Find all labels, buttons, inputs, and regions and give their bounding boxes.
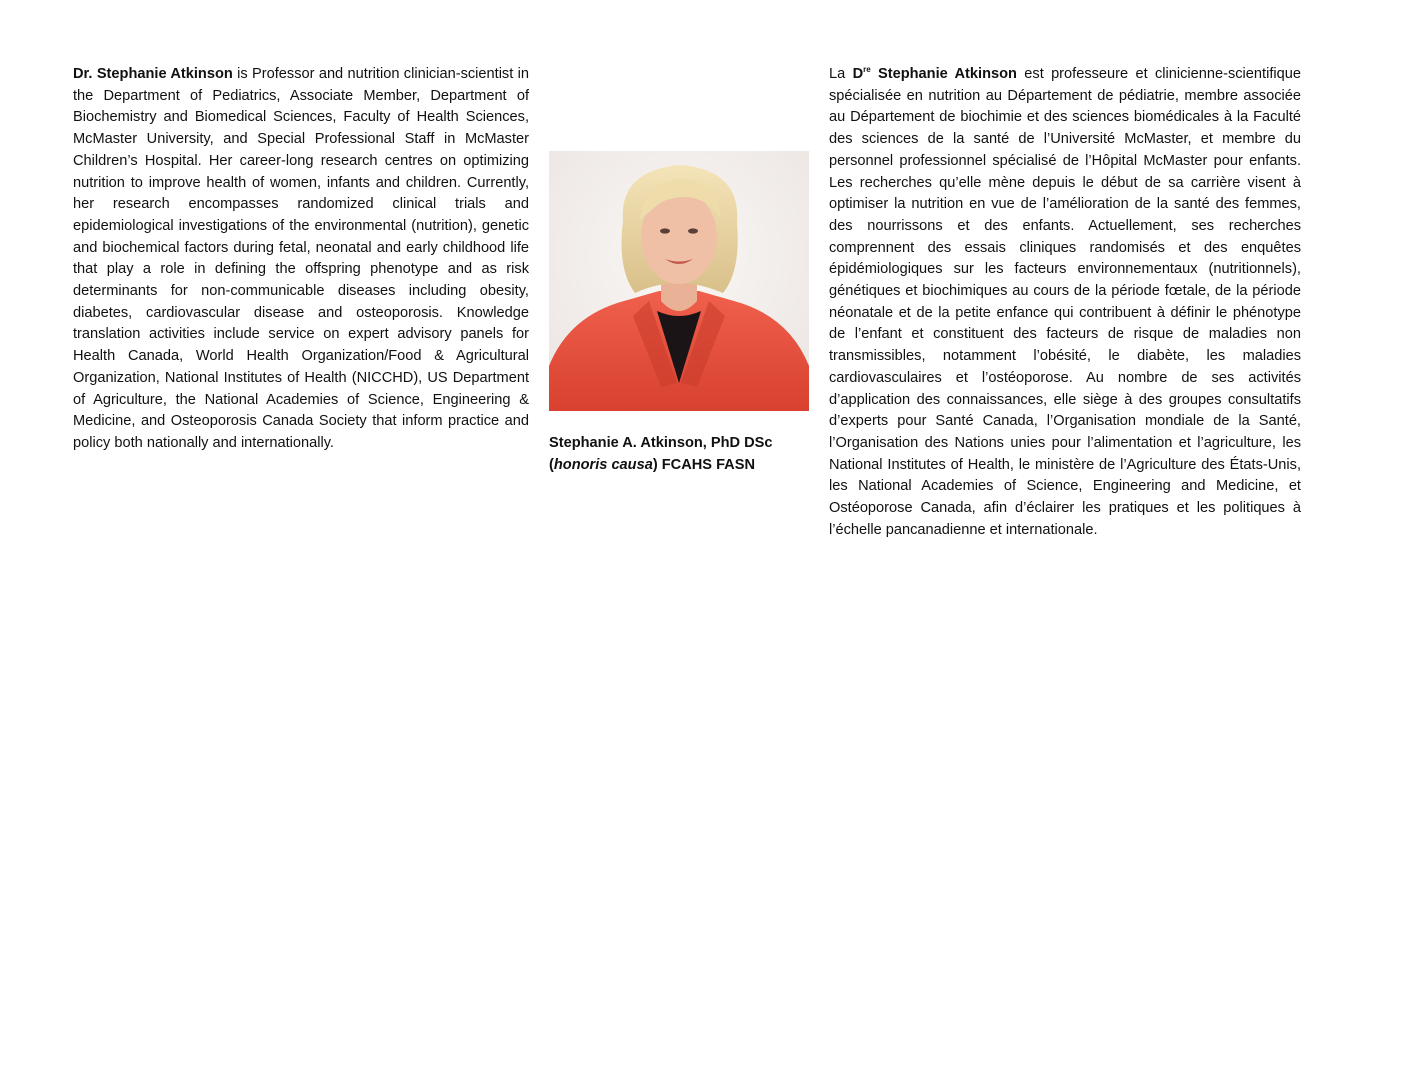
french-bio-name: Stephanie Atkinson: [870, 66, 1017, 82]
caption-line-2: [549, 455, 809, 477]
french-bio-title-sup: re: [863, 65, 871, 74]
english-bio-text: is Professor and nutrition clinician-scientist in the Department of Pediatrics, Associate Member, Department of Biochemistry and Biomedical Sciences, Faculty of Health Sciences, McMaster University, and Special Professional Staff in McMaster Children’s Hospital. Her career-long research centres on optimizing nutrition to improve health of women, infants and children. Currently, her research encompasses randomized clinical trials and epidemiological investigations of the environmental (nutrition), genetic and biochemical factors during fetal, neonatal and early childhood life that play a role in defining the offspring phenotype and as risk determinants for non-communicable diseases including obesity, diabetes, cardiovascular disease and osteoporosis. Knowledge translation activities include service on expert advisory panels for Health Canada, World Health Organization/Food & Agricultural Organization, National Institutes of Health (NICCHD), US Department of Agriculture, the National Academies of Science, Engineering & Medicine, and Osteoporosis Canada Society that inform practice and policy both nationally and internationally.: [73, 66, 529, 451]
english-bio: [73, 64, 529, 455]
french-bio-prefix: La: [829, 66, 853, 82]
french-bio-title: D: [852, 66, 864, 82]
caption-paren-open: (: [549, 456, 554, 473]
caption-credentials: ) FCAHS FASN: [652, 456, 755, 473]
french-bio-text: est professeure et clinicienne-scientifique spécialisée en nutrition au Département de pédiatrie, membre associée au Département de biochimie et des sciences biomédicales à la Faculté des sciences de la santé de l’Université McMaster, et membre du personnel professionnel spécialisé de l’Hôpital McMaster pour enfants. Les recherches qu’elle mène depuis le début de sa carrière visent à optimiser la nutrition en vue de l’amélioration de la santé des femmes, des nourrissons et des enfants. Actuellement, ses recherches comprennent des essais cliniques randomisés et des enquêtes épidémiologiques sur les facteurs environnementaux (nutritionnels), génétiques et biochimiques au cours de la période fœtale, de la période néonatale et de la petite enfance qui contribuent à définir le phénotype de l’enfant et constituent des facteurs de risque de maladies non transmissibles, notamment l’obésité, le diabète, les maladies cardiovasculaires et l’ostéoporose. Au nombre de ses activités d’application des connaissances, elle siège à des groupes consultatifs d’experts pour Santé Canada, l’Organisation mondiale de la Santé, l’Organisation des Nations unies pour l’alimentation et l’agriculture, les National Institutes of Health, le ministère de l’Agriculture des États-Unis, les National Academies of Science, Engineering and Medicine, et Ostéoporose Canada, afin d’éclairer les pratiques et les politiques à l’échelle pancanadienne et internationale.: [829, 66, 1301, 538]
french-bio: [829, 64, 1301, 541]
portrait-icon: [549, 151, 809, 411]
french-bio-paragraph: [829, 64, 1301, 541]
english-bio-name: Dr. Stephanie Atkinson: [73, 66, 233, 82]
caption-honoris: honoris causa: [553, 456, 653, 473]
portrait-photo: [549, 151, 809, 411]
english-bio-paragraph: [73, 64, 529, 455]
photo-caption: [549, 433, 809, 476]
caption-line-1: Stephanie A. Atkinson, PhD DSc: [549, 435, 773, 451]
